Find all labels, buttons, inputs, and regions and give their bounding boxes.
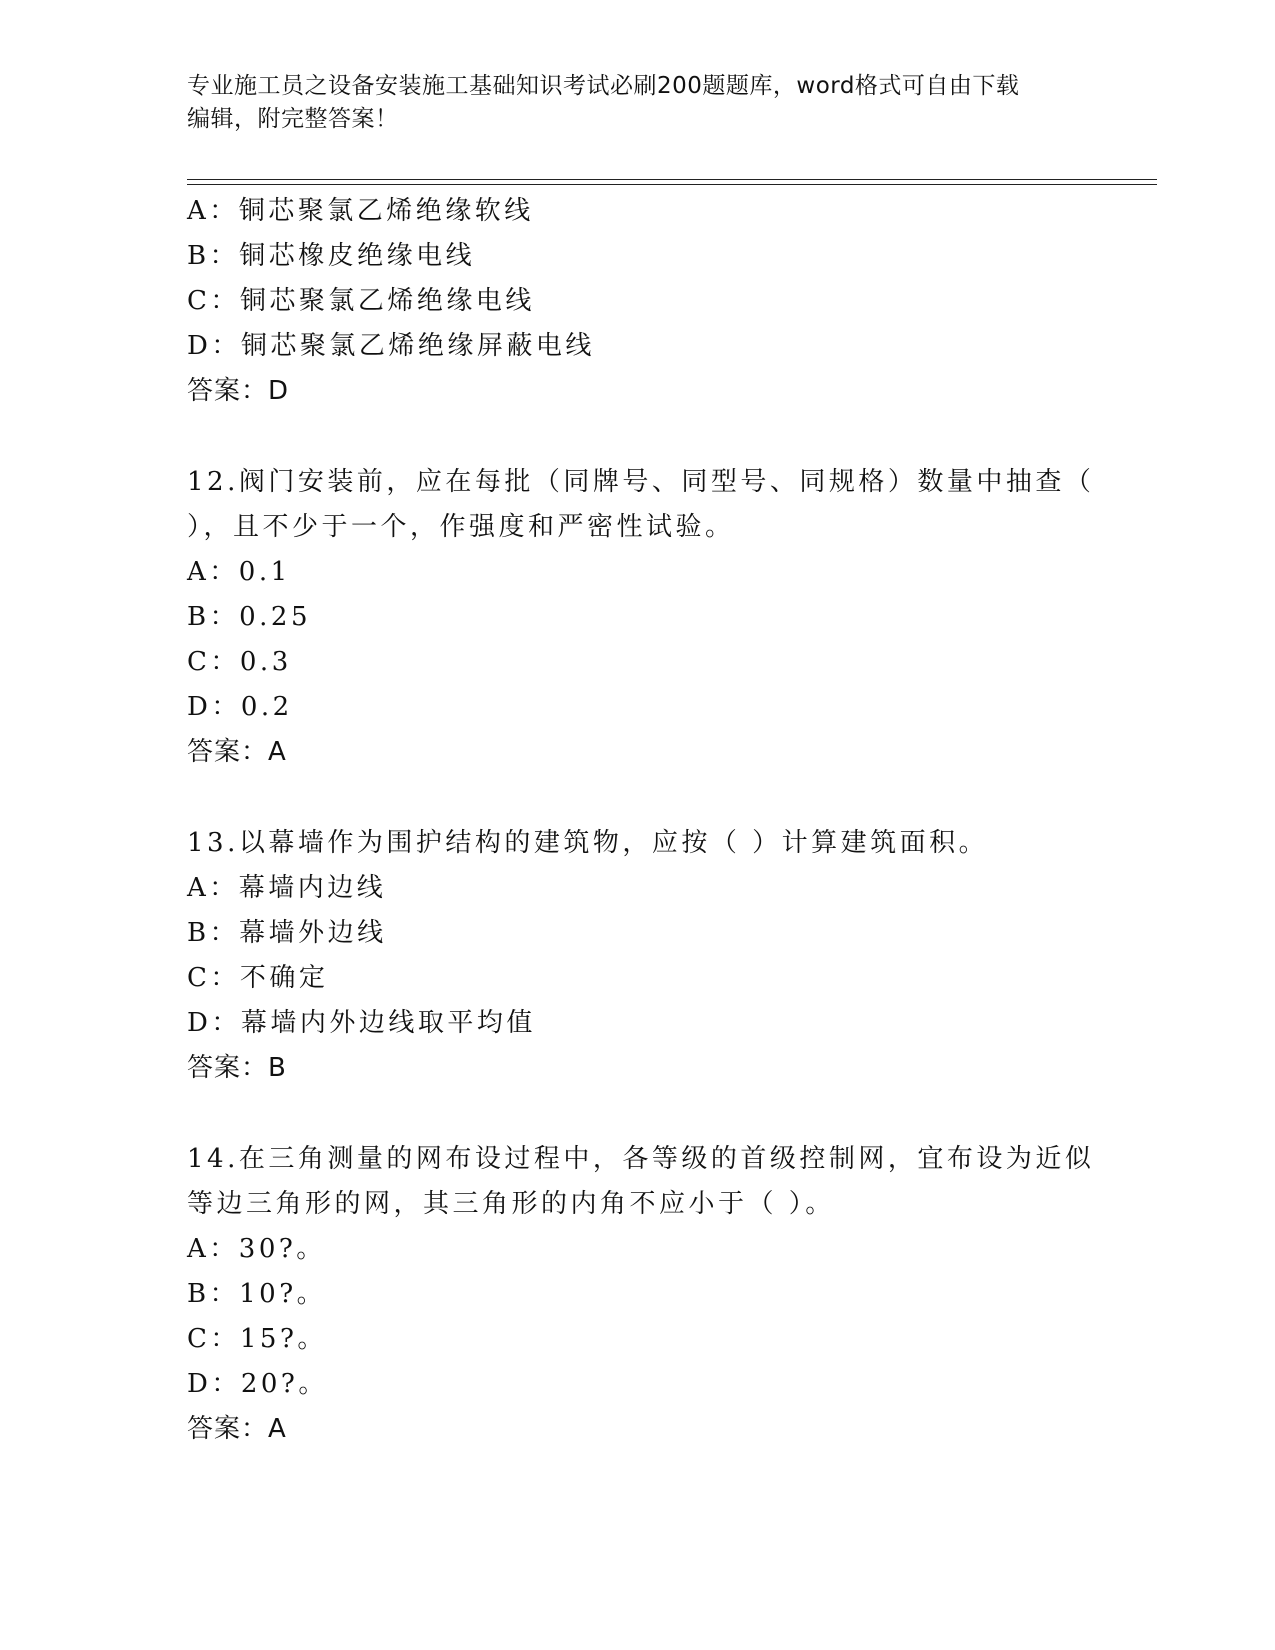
q11-option-b: B：铜芯橡皮绝缘电线 (187, 241, 476, 271)
q14-option-a: A：30?。 (187, 1234, 326, 1264)
q13-stem-line-1: 13.以幕墙作为围护结构的建筑物，应按（ ）计算建筑面积。 (187, 828, 989, 858)
q14-stem-line-2: 等边三角形的网，其三角形的内角不应小于（ ）。 (187, 1189, 835, 1219)
q14-answer: 答案：A (187, 1414, 287, 1444)
q13-option-b: B：幕墙外边线 (187, 918, 387, 948)
q12-option-d: D：0.2 (187, 692, 293, 722)
q12-stem-line-1: 12.阀门安装前，应在每批（同牌号、同型号、同规格）数量中抽查（ (187, 467, 1095, 497)
document-header (187, 70, 1087, 136)
q12-stem-line-2: ），且不少于一个，作强度和严密性试验。 (187, 512, 735, 542)
q13-option-d: D：幕墙内外边线取平均值 (187, 1008, 536, 1038)
q14-stem-line-1: 14.在三角测量的网布设过程中，各等级的首级控制网，宜布设为近似 (187, 1144, 1095, 1174)
q12-option-c: C：0.3 (187, 647, 292, 677)
q11-option-d: D：铜芯聚氯乙烯绝缘屏蔽电线 (187, 331, 595, 361)
q14-option-b: B：10?。 (187, 1279, 327, 1309)
q14-option-d: D：20?。 (187, 1369, 328, 1399)
header-divider-bottom (187, 184, 1157, 185)
q11-option-a: A：铜芯聚氯乙烯绝缘软线 (187, 196, 534, 226)
header-divider-top (187, 179, 1157, 180)
q11-answer: 答案：D (187, 376, 290, 406)
q13-option-a: A：幕墙内边线 (187, 873, 387, 903)
header-line-1: 专业施工员之设备安装施工基础知识考试必刷200题题库，word格式可自由下载 (187, 73, 1020, 99)
q14-option-c: C：15?。 (187, 1324, 327, 1354)
q12-answer: 答案：A (187, 737, 287, 767)
header-line-2: 编辑，附完整答案！ (187, 106, 399, 132)
q13-option-c: C：不确定 (187, 963, 329, 993)
q11-option-c: C：铜芯聚氯乙烯绝缘电线 (187, 286, 535, 316)
q13-answer: 答案：B (187, 1053, 287, 1083)
q12-option-b: B：0.25 (187, 602, 311, 632)
q12-option-a: A：0.1 (187, 557, 291, 587)
